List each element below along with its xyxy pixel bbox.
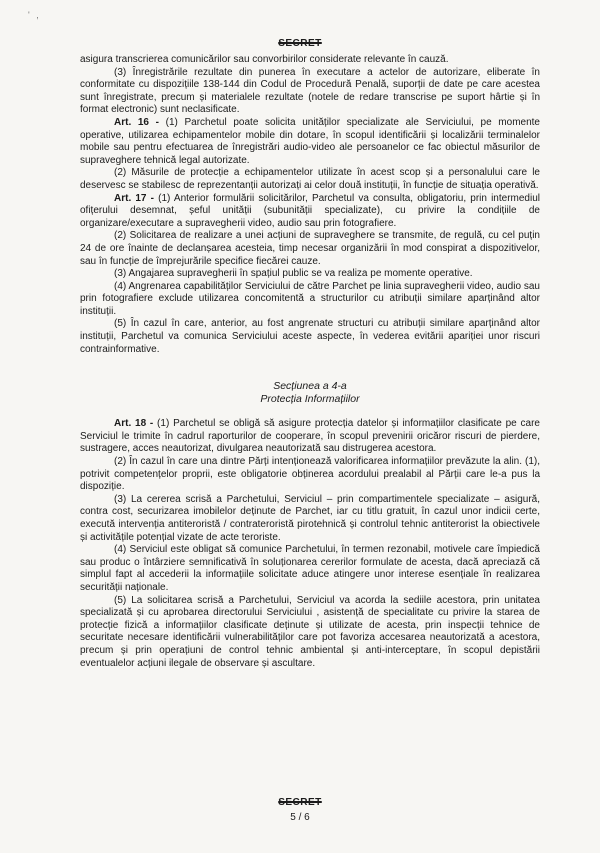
classification-label: SECRET xyxy=(278,38,322,49)
paragraph-text: (5) La solicitarea scrisă a Parchetului, Serviciul va acorda la sediile acestora, prin unitatea specializată și cu aprobarea directorului Serviciului , asistență de specialitate cu privire la starea de protecție fizică a informațiilor clasificate deținute și utilizate de acesta, prin inspecții tehnice de securitate necesare identificării vulnerabilităților care pot favoriza accesarea neautorizată a acestora, precum și prin operațiuni de control tehnic ambiental și anti-interceptare, în scopul depistării eventualelor acțiuni ilegale de observare și ascultare. xyxy=(80,594,540,669)
paragraph-text: (1) Parchetul se obligă să asigure protecția datelor și informațiilor clasificate pe care Serviciul le trimite în cadrul raporturilor de cooperare, în scopul prevenirii oricăror riscuri de pierdere, sustragere, acces neautorizat, divulgarea neautorizată sau distrugerea acestora. xyxy=(80,418,540,455)
paragraph-text: (1) Parchetul poate solicita unităților specializate ale Serviciului, pe momente operative, utilizarea echipamentelor mobile din dotare, în scopul identificării și localizării terminalelor mobile sau pentru efectuarea de înregistrări audio-video ale persoanelor ce fac obiectul măsurilor de supraveghere tehnică legal autorizate. xyxy=(80,116,540,166)
paragraph-text: (4) Angrenarea capabilităților Serviciului de către Parchet pe linia supravegherii video, audio sau prin fotografiere exclude utilizarea concomitentă a structurilor cu atribuții similare aparținând altor instituții. xyxy=(80,280,540,317)
paragraph xyxy=(80,67,540,117)
classification-label: SECRET xyxy=(278,797,322,808)
paragraph xyxy=(80,318,540,356)
paragraph-text: (4) Serviciul este obligat să comunice Parchetului, în termen rezonabil, motivele care împiedică sau produc o întârziere semnificativă în soluționarea cererilor formulate de acesta, dacă apreciază că simplul fapt al accederii la informațiile solicitate aduce atingere unor interese esențiale în realizarea securității naționale. xyxy=(80,544,540,593)
paragraph-text: asigura transcrierea comunicărilor sau convorbirilor considerate relevante în cauză. xyxy=(80,54,449,65)
paragraph-text: (1) Anterior formulării solicitărilor, Parchetul va consulta, obligatoriu, prin intermediul ofițerului desemnat, șeful unității (subunității specializate), cu privire la condițiile de organizare/executare a supravegherii video, audio sau prin fotografiere. xyxy=(80,192,540,229)
paragraph xyxy=(80,230,540,268)
paragraph xyxy=(80,494,540,544)
paragraph-text: (3) La cererea scrisă a Parchetului, Serviciul – prin compartimentele specializate – asigură, contra cost, securizarea imobilelor deținute de Parchet, iar cu titlu gratuit, în cazul unor indicii certe, execută intervenția antiteroristă / contrateroristă pirotehnică și controlul tehnic antiterorist la obiectivele și activitățile potențial vizate de acte teroriste. xyxy=(80,493,540,543)
section-number: Secțiunea a 4-a xyxy=(273,380,347,393)
paragraph xyxy=(80,54,540,67)
footer-classification xyxy=(0,797,600,808)
scan-marks: ' , xyxy=(28,10,41,20)
paragraph xyxy=(80,268,540,281)
section-title: Protecția Informațiilor xyxy=(260,393,360,406)
paragraph xyxy=(80,456,540,494)
article-number: Art. 17 - xyxy=(114,192,154,204)
header-classification xyxy=(0,38,600,49)
article-paragraph xyxy=(80,117,540,167)
paragraph xyxy=(80,544,540,594)
article-paragraph xyxy=(80,418,540,456)
paragraphs-after-section xyxy=(80,418,540,670)
document-body xyxy=(80,54,540,670)
paragraph-text: (5) În cazul în care, anterior, au fost angrenate structuri cu atribuții similare aparținând altor instituții, Parchetul va comunica Serviciului aceste aspecte, în vederea evitării apariției unor riscuri contrainformative. xyxy=(80,318,540,355)
paragraph-text: (3) Înregistrările rezultate din punerea în executare a actelor de autorizare, eliberate în conformitate cu dispozițiile 138-144 din Codul de Procedură Penală, suporții de date pe care acestea sunt înregistrate, precum și materialele rezultate (notele de redare transcrise pe suport hârtie și în format electronic) sunt neclasificate. xyxy=(80,66,540,116)
paragraphs-before-section xyxy=(80,54,540,356)
article-paragraph xyxy=(80,193,540,231)
paragraph-text: (2) Măsurile de protecție a echipamentelor utilizate în acest scop și a personalului care le deservesc se stabilesc de reprezentanții autorizați ai celor două instituții, în funcție de situația operativă. xyxy=(80,167,540,191)
page-number: 5 / 6 xyxy=(290,812,310,823)
article-number: Art. 16 - xyxy=(114,116,159,128)
article-number: Art. 18 - xyxy=(114,418,154,430)
paragraph xyxy=(80,595,540,671)
paragraph xyxy=(80,167,540,192)
paragraph-text: (3) Angajarea supravegherii în spațiul public se va realiza pe momente operative. xyxy=(114,268,473,280)
paragraph xyxy=(80,281,540,319)
paragraph-text: (2) În cazul în care una dintre Părți intenționează valorificarea informațiilor prevăzute la alin. (1), potrivit competențelor proprii, este obligatorie obținerea acordului prealabil al Părții care le-a pus la dispoziție. xyxy=(80,456,540,493)
paragraph-text: (2) Solicitarea de realizare a unei acțiuni de supraveghere se transmite, de regulă, cu cel puțin 24 de ore înainte de declanșarea acesteia, timp necesar organizării în mod conspirat a dispozitivelor, sau în funcție de împrejurările specifice fiecărei cauze. xyxy=(80,230,540,267)
